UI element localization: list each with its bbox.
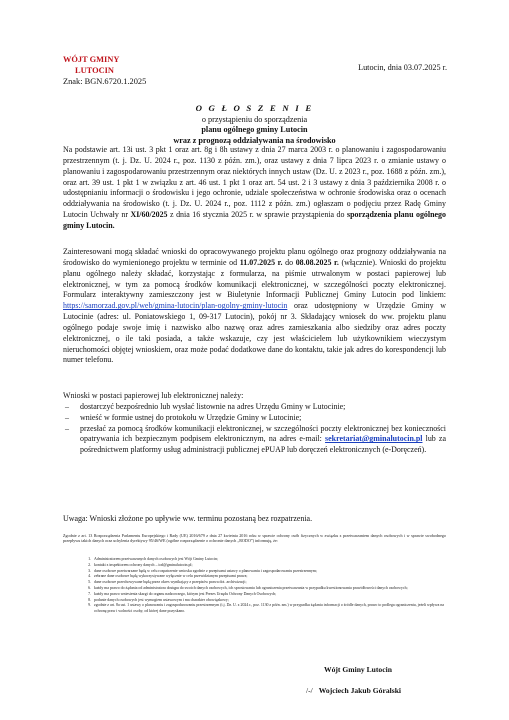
- reference-number: Znak: BGN.6720.1.2025: [63, 77, 147, 86]
- document-title: [0, 103, 509, 146]
- gdpr-item: 2. kontakt z inspektorem ochrony danych – iod@gminalutocin.pl;: [92, 563, 446, 569]
- title-line-3: planu ogólnego gminy Lutocin: [201, 125, 308, 135]
- submission-text-mid: do: [282, 257, 296, 267]
- signature-prefix: /-/: [306, 686, 313, 695]
- issuer-title: WÓJT GMINY: [63, 55, 120, 64]
- method-item-deliver: – dostarczyć bezpośrednio lub wysłać listownie na adres Urzędu Gminy w Lutocinie;: [63, 402, 446, 413]
- gdpr-item: 1. Administratorem przetwarzanych danych osobowych jest Wójt Gminy Lutocin;: [92, 557, 446, 563]
- resolution-number: XI/60/2025: [130, 210, 168, 220]
- legal-basis-text-2: z dnia 16 stycznia 2025 r. w sprawie przystąpienia do: [167, 210, 348, 220]
- submission-methods: [63, 391, 446, 456]
- issuer-block: [63, 54, 146, 87]
- gdpr-item: 8. podanie danych osobowych jest wymogiem ustawowym i ma charakter obowiązkowy;: [92, 598, 446, 604]
- deadline-to: 08.08.2025 r.: [295, 257, 339, 267]
- signatory-name: Wojciech Jakub Góralski: [318, 686, 402, 695]
- gdpr-item: 6. każdy ma prawo do żądania od administratora dostępu do swoich danych osobowych, ich sprostowania lub ograniczenia przetwarzania w przypadku kwestionowania prawidłowości danych osobowych;: [92, 586, 446, 592]
- form-link[interactable]: https://samorzad.gov.pl/web/gmina-lutocin/plan-ogolny-gminy-lutocin: [63, 301, 288, 311]
- methods-lead: Wnioski w postaci papierowej lub elektronicznej należy:: [63, 391, 244, 400]
- method-item-electronic: [63, 424, 446, 457]
- submission-text-a: Zainteresowani mogą składać wnioski do opracowywanego projektu planu ogólnego oraz prognozy oddziaływania na środowisko do wymienionego projektu w terminie od: [63, 247, 446, 267]
- gdpr-list: [80, 557, 446, 615]
- title-line-4: wraz z prognozą oddziaływania na środowisko: [173, 135, 336, 145]
- deadline-from: 11.07.2025 r.: [239, 257, 283, 267]
- title-line-2: o przystąpieniu do sporządzenia: [201, 114, 308, 124]
- signature-title: Wójt Gminy Lutocin: [324, 665, 392, 674]
- gdpr-item: 5. dane osobowe przechowywane będą przez okres wynikający z przepisów prawa dot. archiwizacji;: [92, 580, 446, 586]
- gdpr-intro: Zgodnie z art. 13 Rozporządzenia Parlamentu Europejskiego i Rady (UE) 2016/679 z dnia 27 kwietnia 2016 roku w sprawie ochrony osób fizycznych w związku z przetwarzaniem danych osobowych i w sprawie swobodnego przepływu takich danych oraz uchylenia dyrektywy 95/46/WE (ogólne rozporządzenie o ochronie danych „RODO”) informuję, że:: [63, 533, 446, 544]
- method-electronic-text-b: lub za pośrednictwem platformy usług administracji publicznej ePUAP lub doręczeń elektronicznych (e-Doręczeń).: [80, 434, 446, 455]
- email-link[interactable]: sekretariat@gminalutocin.pl: [325, 434, 423, 444]
- gdpr-item: 9. zgodnie z art. 8a ust. 1 ustawy o planowaniu i zagospodarowaniu przestrzennym (t.j. Dz. U. z 2024 r., poz. 1130 z późn. zm.) w przypadku żądania informacji o źródle danych, prawo to podlega ograniczeniu, jeżeli wpływa na ochronę praw i wolności osoby, od której dane pozyskano.: [92, 603, 446, 615]
- signature-line: [306, 686, 401, 695]
- method-item-oral: – wnieść w formie ustnej do protokołu w Urzędzie Gminy w Lutocinie;: [63, 413, 446, 424]
- submission-text-b: (włącznie). Wnioski do projektu planu ogólnego należy składać, korzystając z formularza, na piśmie utrwalonym w postaci papierowej lub elektronicznej, w tym za pomocą środków komunikacji elektronicznej, w szczególności poczty elektronicznej. Formularz interaktywny zamieszczony jest w Biuletynie Informacji Publicznej Gminy Lutocin pod linkiem:: [63, 257, 447, 300]
- notice-note: Uwaga: Wnioski złożone po upływie ww. terminu pozostaną bez rozpatrzenia.: [63, 514, 313, 523]
- gdpr-item: 7. każdy ma prawo wniesienia skargi do organu nadzorczego, którym jest Prezes Urzędu Ochrony Danych Osobowych;: [92, 592, 446, 598]
- gdpr-item: 3. dane osobowe przetwarzane będą w celu rozpatrzenie wniosku zgodnie z przepisami ustawy o planowaniu i zagospodarowaniu przestrzennym;: [92, 569, 446, 575]
- issuer-municipality: LUTOCIN: [75, 66, 114, 75]
- gdpr-item: 4. zebrane dane osobowe będą wykorzystywane wyłącznie w celu przewidzianym przepisami prawa;: [92, 574, 446, 580]
- legal-basis-text: Na podstawie art. 13i ust. 3 pkt 1 oraz art. 8g i 8h ustawy z dnia 27 marca 2003 r. o planowaniu i zagospodarowaniu przestrzennym (t. j. Dz. U. 2024 r., poz. 1130 z późn. zm.), oraz ustawy z dnia 7 lipca 2023 r. o zmianie ustawy o planowaniu i zagospodarowaniu przestrzennym oraz niektórych innych ustaw (Dz. U. z 2023 r., poz. 1688 z późn. zm.), oraz art. 39 ust. 1 pkt 1 w związku z art. 46 ust. 1 pkt 1 oraz art. 54 ust. 2 i 3 ustawy z dnia 3 października 2008 r. o udostępnianiu informacji o środowisku i jego ochronie, udziale społeczeństwa w ochronie środowiska oraz o ocenach oddziaływania na środowisko (t. j. Dz. U. 2024 r., poz. 1112 z późn. zm.) ogłaszam o podjęciu przez Radę Gminy Lutocin Uchwały nr: [63, 145, 446, 220]
- submission-paragraph: [63, 247, 446, 366]
- legal-basis-paragraph: [63, 145, 446, 232]
- methods-list: [63, 402, 446, 456]
- place-date: Lutocin, dnia 03.07.2025 r.: [358, 63, 447, 72]
- resolution-subject: sporządzenia planu ogólnego gminy Lutocin.: [63, 210, 446, 230]
- title-heading: O G Ł O S Z E N I E: [195, 103, 314, 113]
- method-electronic-text-a: przesłać za pomocą środków komunikacji elektronicznej, w szczególności poczty elektronicznej bez konieczności opatrywania ich bezpiecznym podpisem elektronicznym, na adres e-mail:: [80, 423, 446, 444]
- submission-text-c: oraz udostępniony w Urzędzie Gminy w Lutocinie (adres: ul. Poniatowskiego 1, 09-317 Lutocin), pokój nr 3. Składający wniosek do ww. projektu planu ogólnego podaje swoje imię i nazwisko albo nazwę oraz adres zamieszkania albo siedziby oraz adres poczty elektronicznej, o ile taki posiada, a także wskazuje, czy jest właścicielem lub użytkownikiem wieczystym nieruchomości objętej wnioskiem, oraz może podać dodatkowe dane do kontaktu, takie jak adres do korespondencji lub numer telefonu.: [63, 301, 446, 365]
